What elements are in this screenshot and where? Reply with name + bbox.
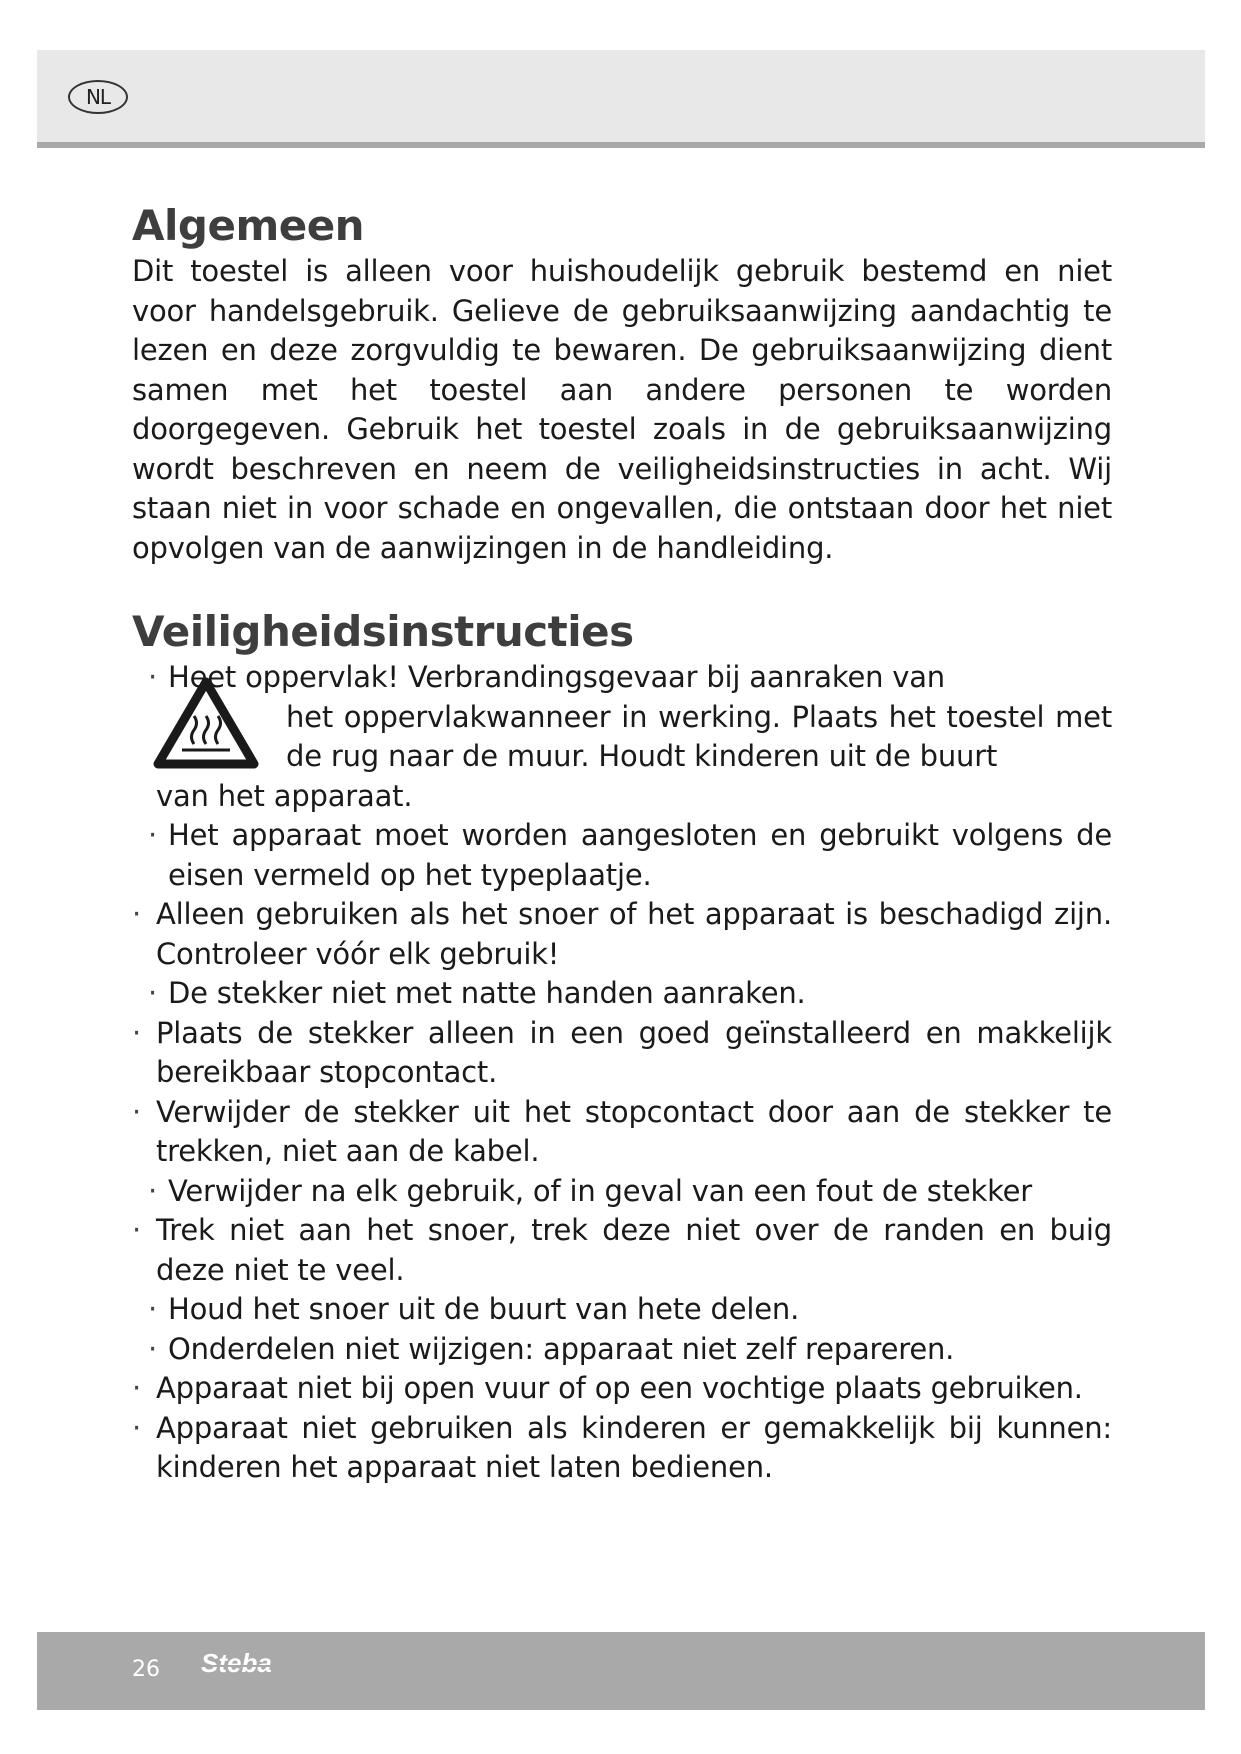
safety-title: Veiligheidsinstructies	[132, 607, 634, 656]
general-body: Dit toestel is alleen voor huishoudelijk gebruik bestemd en niet voor handelsgebruik. Gelieve de gebruiksaanwijzing aandachtig te lezen en deze zorgvuldig te bewaren. De gebruiksaanwijzing dient samen met het toestel aan andere personen te worden doorgegeven. Gebruik het toestel zoals in de gebruiksaanwijzing wordt beschreven en neem de veiligheidsinstructies in acht. Wij staan niet in voor schade en ongevallen, die ontstaan door het niet opvolgen van de aanwijzingen in de handleiding.	[132, 254, 1112, 565]
safety-item: · Alleen gebruiken als het snoer of het apparaat is beschadigd zijn. Controleer vóór elk gebruik!	[132, 897, 1112, 971]
page-number: 26	[132, 1657, 160, 1682]
safety-item: · Trek niet aan het snoer, trek deze niet over de randen en buig deze niet te veel.	[132, 1213, 1112, 1287]
bullet: ·	[148, 660, 158, 694]
header-bar	[37, 50, 1205, 148]
footer-bar	[37, 1632, 1205, 1710]
hot-surface-warning-icon	[152, 676, 260, 772]
safety-item-hot-surface	[132, 658, 1112, 816]
safety-list	[132, 658, 1112, 1488]
brand-text: Steba	[201, 1648, 272, 1678]
safety-item: · Apparaat niet gebruiken als kinderen er gemakkelijk bij kunnen: kinderen het apparaat niet laten bedienen.	[132, 1410, 1112, 1484]
hot-surface-line2: het oppervlakwanneer in werking. Plaats het toestel met de rug naar de muur. Houdt kinderen uit de buurt	[286, 699, 1112, 773]
safety-item: · De stekker niet met natte handen aanraken.	[148, 976, 806, 1010]
safety-item: · Verwijder de stekker uit het stopcontact door aan de stekker te trekken, niet aan de kabel.	[132, 1094, 1112, 1168]
safety-item: · Houd het snoer uit de buurt van hete delen.	[148, 1292, 800, 1326]
general-title: Algemeen	[132, 201, 365, 250]
safety-item: · Onderdelen niet wijzigen: apparaat niet zelf repareren.	[148, 1331, 955, 1366]
hot-surface-line1: Heet oppervlak! Verbrandingsgevaar bij aanraken van	[168, 660, 945, 694]
safety-item: · Apparaat niet bij open vuur of op een vochtige plaats gebruiken.	[132, 1371, 1083, 1405]
safety-item: · Het apparaat moet worden aangesloten en gebruikt volgens de eisen vermeld op het typeplaatje.	[148, 818, 1112, 892]
page-content	[132, 200, 1112, 1488]
steba-logo	[197, 1644, 317, 1684]
hot-surface-line3: van het apparaat.	[156, 778, 413, 813]
safety-item: · Plaats de stekker alleen in een goed geïnstalleerd en makkelijk bereikbaar stopcontact.	[132, 1015, 1112, 1089]
safety-item: · Verwijder na elk gebruik, of in geval van een fout de stekker	[148, 1173, 1033, 1208]
language-badge: NL	[68, 80, 128, 114]
